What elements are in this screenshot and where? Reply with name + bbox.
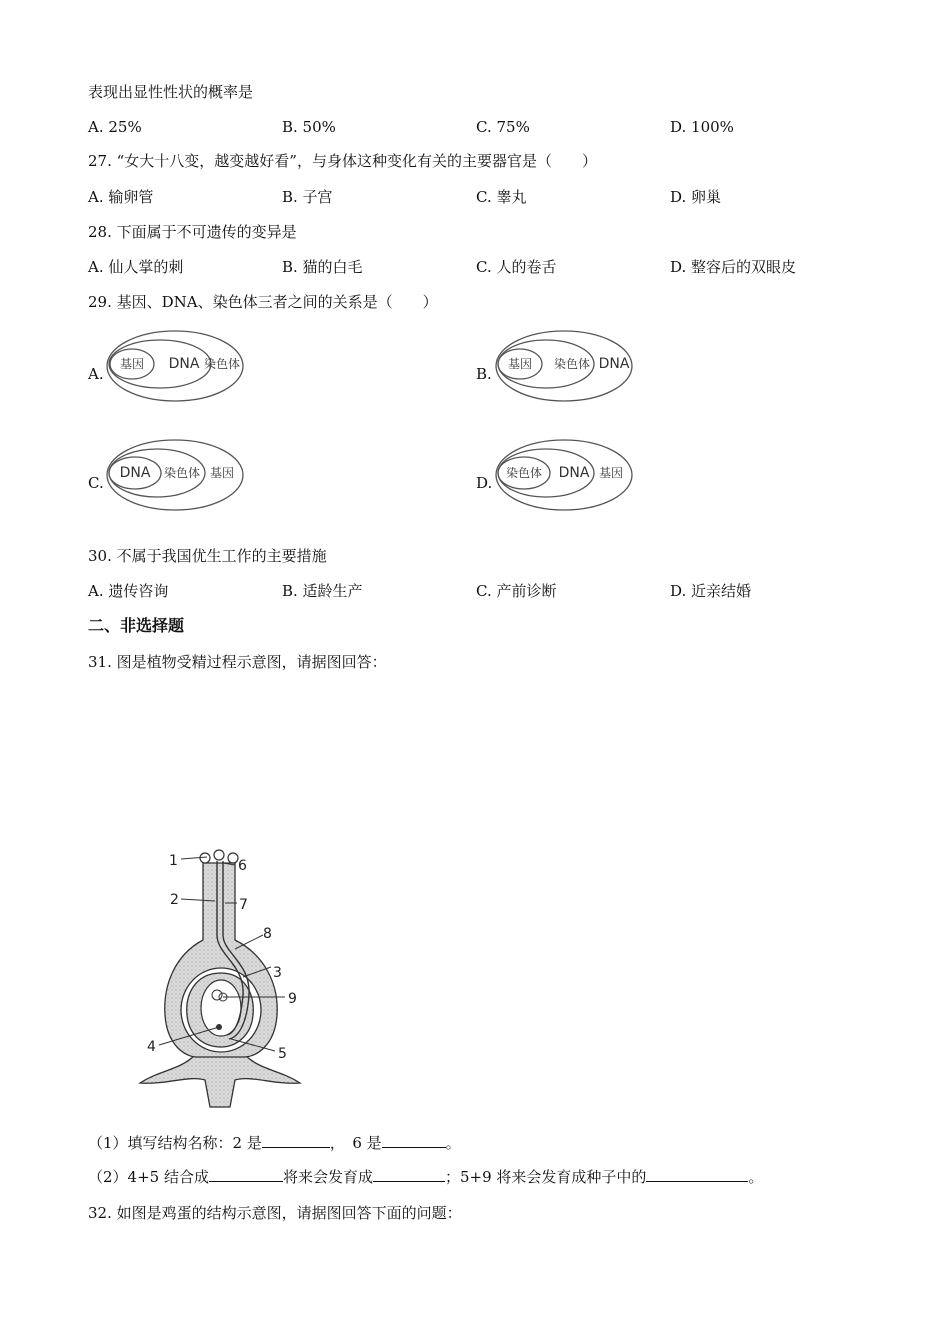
q29-a-inner-label: 基因	[119, 357, 145, 371]
q31-stem: 31. 图是植物受精过程示意图，请据图回答：	[88, 653, 387, 671]
q29-c-inner-label: DNA	[119, 465, 151, 481]
q31-label-4: 4	[147, 1039, 156, 1055]
q31-label-2: 2	[170, 892, 179, 908]
q31-label-6: 6	[238, 858, 247, 874]
q29-b-inner-label: 基因	[507, 357, 533, 371]
q29-choice-a-letter: A.	[88, 365, 104, 383]
q26-option-d: D. 100%	[670, 118, 734, 136]
q29-choice-c-diagram	[105, 437, 245, 513]
q31-sub2-part-c: ；5+9 将来会发育成种子中的	[444, 1168, 647, 1186]
q29-d-middle-label: DNA	[558, 465, 590, 481]
q29-d-outer-label: 基因	[598, 466, 624, 480]
q29-choice-c-letter: C.	[88, 474, 104, 492]
q31-blank-2[interactable]	[262, 1133, 330, 1148]
q32-stem: 32. 如图是鸡蛋的结构示意图，请据图回答下面的问题：	[88, 1204, 462, 1222]
q30-option-d: D. 近亲结婚	[670, 582, 752, 600]
q29-choice-d-diagram	[494, 437, 634, 513]
q31-label-3: 3	[273, 965, 282, 981]
q29-c-middle-label: 染色体	[163, 466, 201, 480]
q31-sub1-part-a: （1）填写结构名称：2 是	[88, 1134, 262, 1152]
q31-sub2-part-d: 。	[748, 1168, 764, 1186]
q31-label-1: 1	[169, 853, 178, 869]
q29-choice-b-letter: B.	[476, 365, 492, 383]
q31-blank-4-5[interactable]	[209, 1167, 283, 1182]
q29-stem: 29. 基因、DNA、染色体三者之间的关系是（ ）	[88, 293, 438, 311]
q28-option-d: D. 整容后的双眼皮	[670, 258, 797, 276]
q28-option-a: A. 仙人掌的刺	[88, 258, 184, 276]
q31-label-5: 5	[278, 1046, 287, 1062]
section-2-title: 二、非选择题	[88, 616, 185, 635]
q30-option-b: B. 适龄生产	[282, 582, 363, 600]
q28-option-c: C. 人的卷舌	[476, 258, 557, 276]
q31-sub1	[88, 1133, 461, 1153]
q26-option-b: B. 50%	[282, 118, 336, 136]
q31-blank-5-9[interactable]	[646, 1167, 748, 1182]
q27-option-b: B. 子宫	[282, 188, 333, 206]
q28-option-b: B. 猫的白毛	[282, 258, 363, 276]
q26-option-a: A. 25%	[88, 118, 142, 136]
q29-b-outer-label: DNA	[598, 356, 630, 372]
q27-option-a: A. 输卵管	[88, 188, 154, 206]
q31-label-7: 7	[239, 897, 248, 913]
q31-sub2	[88, 1167, 763, 1187]
q31-blank-6[interactable]	[382, 1133, 446, 1148]
q29-choice-b-diagram	[494, 328, 636, 404]
q31-sub1-part-c: 。	[445, 1134, 461, 1152]
q29-choice-d-letter: D.	[476, 474, 493, 492]
q31-label-8: 8	[263, 926, 272, 942]
q27-option-d: D. 卵巢	[670, 188, 722, 206]
q26-stem-tail: 表现出显性性状的概率是	[88, 83, 254, 101]
q31-label-9: 9	[288, 991, 297, 1007]
q28-stem: 28. 下面属于不可遗传的变异是	[88, 223, 297, 241]
q29-a-outer-label: 染色体	[203, 357, 241, 371]
q30-stem: 30. 不属于我国优生工作的主要措施	[88, 547, 327, 565]
q27-option-c: C. 睾丸	[476, 188, 527, 206]
q26-option-c: C. 75%	[476, 118, 530, 136]
q30-option-c: C. 产前诊断	[476, 582, 557, 600]
q31-blank-develop[interactable]	[373, 1167, 445, 1182]
q31-fertilization-diagram	[135, 845, 310, 1110]
q27-stem: 27. “女大十八变，越变越好看”，与身体这种变化有关的主要器官是（ ）	[88, 152, 597, 170]
q31-sub2-part-a: （2）4+5 结合成	[88, 1168, 209, 1186]
q29-c-outer-label: 基因	[209, 466, 235, 480]
q29-b-middle-label: 染色体	[553, 357, 591, 371]
q31-sub2-part-b: 将来会发育成	[282, 1168, 373, 1186]
q29-choice-a-diagram	[105, 328, 245, 404]
q29-a-middle-label: DNA	[168, 356, 200, 372]
q31-sub1-part-b: ， 6 是	[329, 1134, 382, 1152]
q29-d-inner-label: 染色体	[505, 466, 543, 480]
q30-option-a: A. 遗传咨询	[88, 582, 169, 600]
